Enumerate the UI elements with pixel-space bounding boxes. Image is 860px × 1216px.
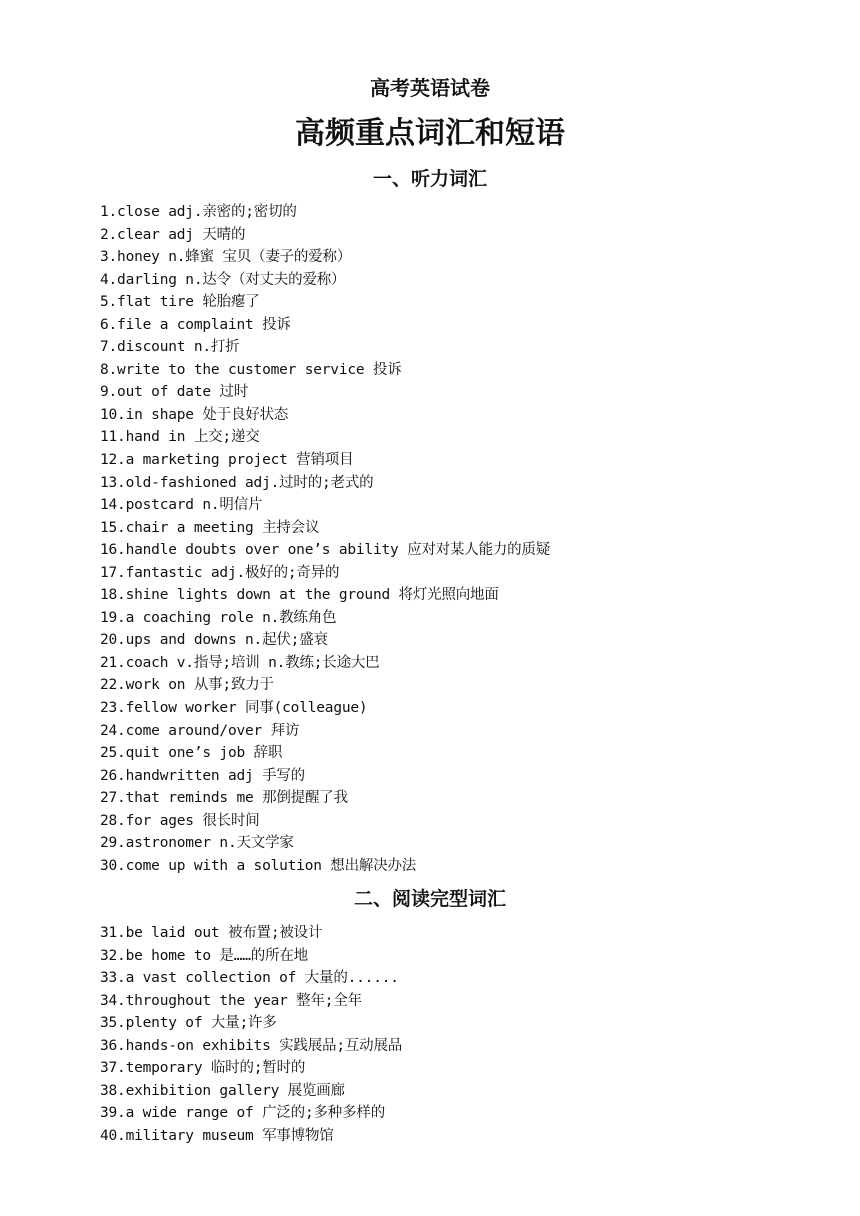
- vocab-item: 1.close adj.亲密的;密切的: [100, 204, 297, 220]
- vocab-item: 32.be home to 是……的所在地: [100, 947, 308, 964]
- vocab-item: 40.military museum 军事博物馆: [100, 1127, 334, 1144]
- document-main-title: 高频重点词汇和短语: [295, 116, 565, 151]
- vocab-item: 23.fellow worker 同事(colleague): [100, 700, 368, 717]
- vocab-item: 12.a marketing project 营销项目: [100, 452, 354, 469]
- vocab-item: 8.write to the customer service 投诉: [100, 361, 402, 378]
- vocab-item: 4.darling n.达令（对丈夫的爱称）: [100, 271, 346, 288]
- vocab-item: 20.ups and downs n.起伏;盛衰: [100, 632, 328, 649]
- vocab-item: 18.shine lights down at the ground 将灯光照向地面: [100, 587, 499, 604]
- vocab-item: 17.fantastic adj.极好的;奇异的: [100, 564, 340, 581]
- vocab-item: 2.clear adj 天晴的: [100, 226, 246, 243]
- vocab-item: 6.file a complaint 投诉: [100, 316, 291, 333]
- vocab-item: 5.flat tire 轮胎瘪了: [100, 294, 260, 311]
- vocab-item: 10.in shape 处于良好状态: [100, 406, 289, 423]
- vocab-item: 35.plenty of 大量;许多: [100, 1015, 277, 1032]
- vocab-item: 25.quit one’s job 辞职: [100, 745, 283, 762]
- vocab-item: 24.come around/over 拜访: [100, 722, 300, 739]
- vocab-item: 9.out of date 过时: [100, 384, 249, 401]
- vocab-item: 3.honey n.蜂蜜 宝贝（妻子的爱称）: [100, 249, 352, 266]
- vocab-item: 15.chair a meeting 主持会议: [100, 519, 320, 536]
- vocab-item: 33.a vast collection of 大量的......: [100, 970, 399, 987]
- vocab-item: 16.handle doubts over one’s ability 应对对某人能力的质疑: [100, 542, 551, 559]
- vocab-item: 34.throughout the year 整年;全年: [100, 992, 362, 1009]
- vocab-item: 14.postcard n.明信片: [100, 497, 263, 514]
- vocab-item: 38.exhibition gallery 展览画廊: [100, 1082, 345, 1099]
- vocab-item: 21.coach v.指导;培训 n.教练;长途大巴: [100, 654, 380, 671]
- vocab-item: 7.discount n.打折: [100, 339, 240, 356]
- document-top-title: 高考英语试卷: [370, 76, 490, 100]
- vocab-item: 31.be laid out 被布置;被设计: [100, 925, 323, 941]
- vocab-item: 29.astronomer n.天文学家: [100, 835, 294, 852]
- vocab-list-reading: [100, 922, 800, 1147]
- vocab-item: 28.for ages 很长时间: [100, 812, 260, 829]
- vocab-list-listening: [100, 201, 800, 877]
- vocab-item: 11.hand in 上交;递交: [100, 429, 260, 446]
- vocab-item: 22.work on 从事;致力于: [100, 677, 274, 694]
- vocab-item: 26.handwritten adj 手写的: [100, 767, 305, 784]
- vocab-item: 13.old-fashioned adj.过时的;老式的: [100, 474, 374, 491]
- section-heading-reading: 二、阅读完型词汇: [353, 888, 506, 910]
- vocab-item: 30.come up with a solution 想出解决办法: [100, 857, 417, 874]
- section-heading-listening: 一、听力词汇: [372, 168, 487, 190]
- vocab-item: 37.temporary 临时的;暂时的: [100, 1060, 306, 1077]
- vocab-item: 36.hands-on exhibits 实践展品;互动展品: [100, 1037, 403, 1054]
- vocab-item: 27.that reminds me 那倒提醒了我: [100, 790, 348, 807]
- vocab-item: 19.a coaching role n.教练角色: [100, 609, 337, 626]
- vocab-item: 39.a wide range of 广泛的;多种多样的: [100, 1105, 385, 1122]
